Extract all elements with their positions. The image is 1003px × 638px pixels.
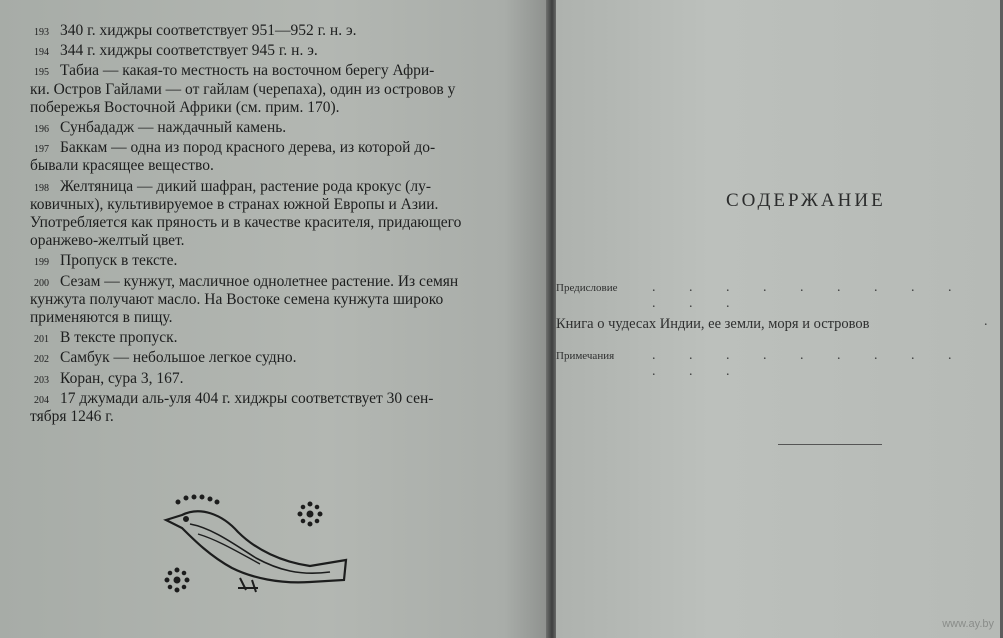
footnote-text: В тексте пропуск. xyxy=(60,329,178,347)
footnote xyxy=(6,22,526,40)
footnote-number: 203 xyxy=(34,374,49,386)
footnote xyxy=(6,349,526,367)
footnote-continuation: тября 1246 г. xyxy=(30,408,114,426)
footnote xyxy=(6,252,526,270)
footnote-number: 195 xyxy=(34,67,49,79)
footnote-text: 344 г. хиджры соответствует 945 г. н. э. xyxy=(60,42,318,60)
footnote-text: Пропуск в тексте. xyxy=(60,252,178,270)
footnote-text xyxy=(30,139,526,175)
footnote-text xyxy=(30,273,526,328)
footnotes-list xyxy=(6,22,526,428)
footnote-text: Самбук — небольшое легкое судно. xyxy=(60,349,297,367)
footnote-line: Желтяница — дикий шафран, растение рода крокус (лу- xyxy=(60,177,431,195)
footnote-line: Табиа — какая-то местность на восточном берегу Афри- xyxy=(60,62,435,80)
footnote xyxy=(6,370,526,388)
toc-entry-label: Примечания xyxy=(556,350,615,362)
right-page xyxy=(556,0,1003,638)
footnote-continuation: бывали красящее вещество. xyxy=(30,157,214,175)
toc-leader-dots: . . . . . . . . . . . . xyxy=(652,348,967,379)
toc-leader-dots: . . . . . . . . . . . . xyxy=(652,280,967,311)
toc-entry xyxy=(556,350,1000,384)
footnote-continuation: ковичных), культивируемое в странах южной Европы и Азии. Употребляется как пряность и в качестве красителя, придающего оранжево-желтый цвет. xyxy=(30,195,462,250)
footnote-text xyxy=(30,390,526,426)
footnote-text xyxy=(30,178,526,251)
footnote-number: 194 xyxy=(34,47,49,59)
rosette-ornament xyxy=(165,568,189,592)
footnote-text: 340 г. хиджры соответствует 951—952 г. н. э. xyxy=(60,22,357,39)
toc-entry-label: Книга о чудесах Индии, ее земли, моря и островов xyxy=(556,316,870,332)
footnote xyxy=(6,178,526,251)
footnote-number: 200 xyxy=(34,277,49,289)
rosette-ornament xyxy=(298,502,322,526)
footnote-text xyxy=(30,62,526,117)
footnote xyxy=(6,390,526,426)
bird-ornament xyxy=(160,488,350,600)
footnote xyxy=(6,42,526,60)
footnote-number: 201 xyxy=(34,334,49,346)
footnote-number: 196 xyxy=(34,124,49,136)
contents-title: СОДЕРЖАНИЕ xyxy=(726,190,886,211)
crest-dots xyxy=(176,495,219,504)
footnote xyxy=(6,139,526,175)
toc-entry xyxy=(556,282,1000,316)
footnote-line: 17 джумади аль-уля 404 г. хиджры соответствует 30 сен- xyxy=(60,389,434,407)
footnote-continuation: кунжута получают масло. На Востоке семена кунжута широко применяются в пищу. xyxy=(30,290,444,327)
footnote-line: Сезам — кунжут, масличное однолетнее растение. Из семян xyxy=(60,272,459,290)
footnote xyxy=(6,329,526,347)
footnote-text: Коран, сура 3, 167. xyxy=(60,369,184,387)
footnote-number: 199 xyxy=(34,257,49,269)
footnote xyxy=(6,119,526,137)
footnote-number: 193 xyxy=(34,27,49,38)
footnote-number: 202 xyxy=(34,354,49,366)
footnote xyxy=(6,62,526,117)
footnote xyxy=(6,273,526,328)
footnote-number: 204 xyxy=(34,394,49,406)
table-of-contents xyxy=(556,280,1003,384)
toc-leader-dots: . xyxy=(984,314,1003,329)
watermark: www.ay.by xyxy=(942,618,994,630)
end-rule xyxy=(778,444,882,445)
footnote-number: 198 xyxy=(34,182,49,194)
footnote-line: Баккам — одна из пород красного дерева, из которой до- xyxy=(60,139,436,157)
footnote-continuation: ки. Остров Гайлами — от гайлам (черепаха), один из островов у побережья Восточной Африки (см. прим. 170). xyxy=(30,80,456,116)
footnote-number: 197 xyxy=(34,144,49,156)
footnote-text: Сунбададж — наждачный камень. xyxy=(60,119,287,137)
toc-entry-label: Предисловие xyxy=(556,282,618,294)
toc-entry xyxy=(556,314,1003,350)
